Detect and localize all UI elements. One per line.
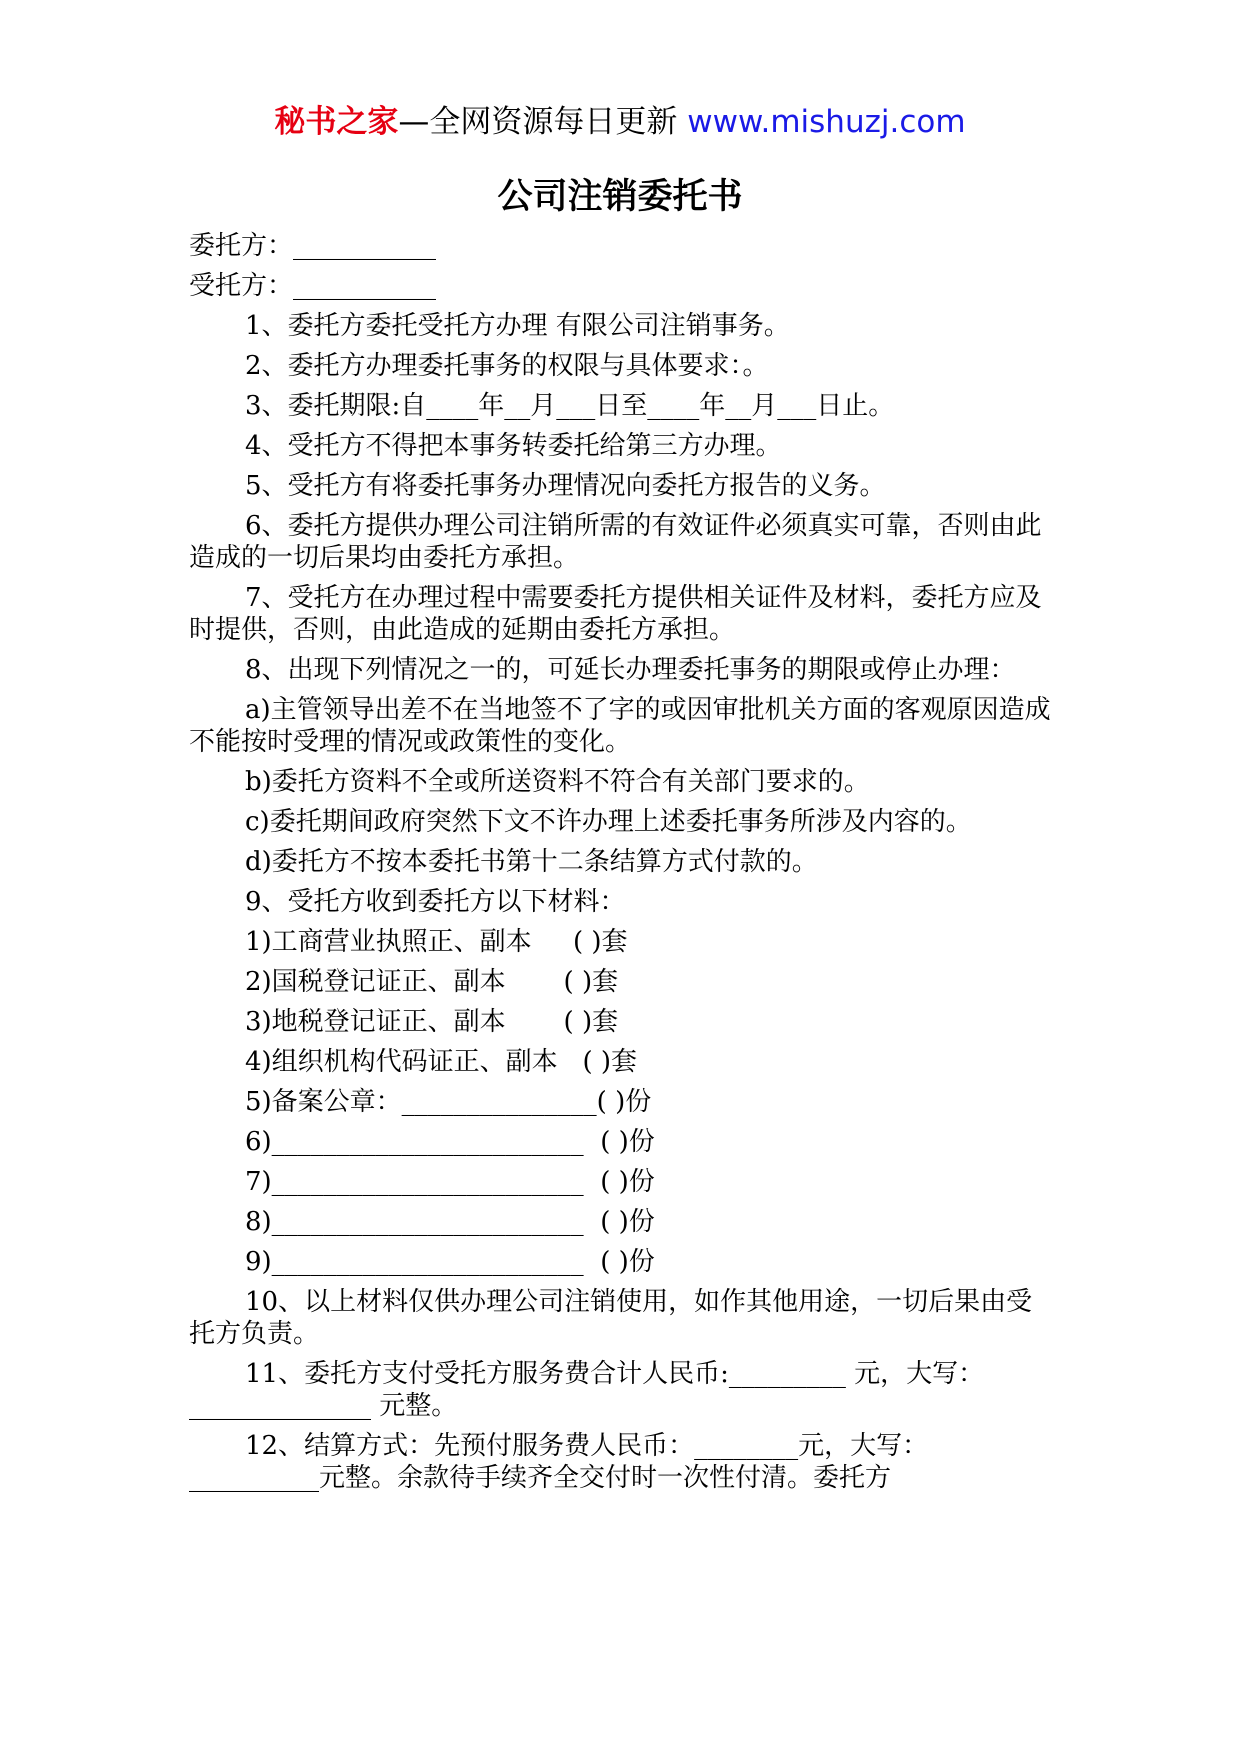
- clause-12: 12、结算方式：先预付服务费人民币：________元，大写：__________元整。余款待手续齐全交付时一次性付清。委托方: [189, 1431, 929, 1493]
- material-item: 3)地税登记证正、副本 ( )套: [245, 1007, 619, 1037]
- agent-party-line: 受托方：___________: [189, 271, 437, 301]
- clause-8: 8、出现下列情况之一的，可延长办理委托事务的期限或停止办理：: [245, 655, 1016, 685]
- material-item: 5)备案公章：_______________( )份: [245, 1087, 652, 1117]
- material-item: 6)________________________ ( )份: [245, 1127, 655, 1157]
- document-title: 公司注销委托书: [497, 177, 743, 217]
- letterhead: [0, 100, 1240, 144]
- clause-11: 11、委托方支付受托方服务费合计人民币:_________ 元，大写：______________ 元整。: [189, 1359, 985, 1421]
- material-item: 8)________________________ ( )份: [245, 1207, 655, 1237]
- sub-clause-c: c)委托期间政府突然下文不许办理上述委托事务所涉及内容的。: [245, 807, 972, 837]
- materials-intro: 9、受托方收到委托方以下材料：: [245, 887, 626, 917]
- document-body: [189, 230, 1051, 1494]
- material-item: 4)组织机构代码证正、副本 ( )套: [245, 1047, 638, 1077]
- clause-7: 7、受托方在办理过程中需要委托方提供相关证件及材料，委托方应及时提供，否则，由此造成的延期由委托方承担。: [189, 583, 1042, 645]
- clause-6: 6、委托方提供办理公司注销所需的有效证件必须真实可靠，否则由此造成的一切后果均由委托方承担。: [189, 511, 1042, 573]
- clause-1: 1、委托方委托受托方办理 有限公司注销事务。: [245, 311, 790, 341]
- sub-clause-b: b)委托方资料不全或所送资料不符合有关部门要求的。: [245, 767, 870, 797]
- sub-clause-d: d)委托方不按本委托书第十二条结算方式付款的。: [245, 847, 818, 877]
- material-item: 1)工商营业执照正、副本 ( )套: [245, 927, 628, 957]
- clause-4: 4、受托方不得把本事务转委托给第三方办理。: [245, 431, 782, 461]
- material-item: 9)________________________ ( )份: [245, 1247, 655, 1277]
- clause-3: 3、委托期限:自____年__月___日至____年__月___日止。: [245, 391, 895, 421]
- sub-clause-a: a)主管领导出差不在当地签不了字的或因审批机关方面的客观原因造成不能按时受理的情况或政策性的变化。: [189, 695, 1051, 757]
- material-item: 2)国税登记证正、副本 ( )套: [245, 967, 619, 997]
- clause-10: 10、以上材料仅供办理公司注销使用，如作其他用途，一切后果由受托方负责。: [189, 1287, 1033, 1349]
- slogan: —全网资源每日更新: [398, 104, 678, 140]
- website-link[interactable]: www.mishuzj.com: [677, 104, 966, 140]
- brand-name: 秘书之家: [274, 104, 399, 140]
- clause-5: 5、受托方有将委托事务办理情况向委托方报告的义务。: [245, 471, 886, 501]
- clause-2: 2、委托方办理委托事务的权限与具体要求：。: [245, 351, 769, 381]
- client-party-line: 委托方：___________: [189, 231, 437, 261]
- material-item: 7)________________________ ( )份: [245, 1167, 655, 1197]
